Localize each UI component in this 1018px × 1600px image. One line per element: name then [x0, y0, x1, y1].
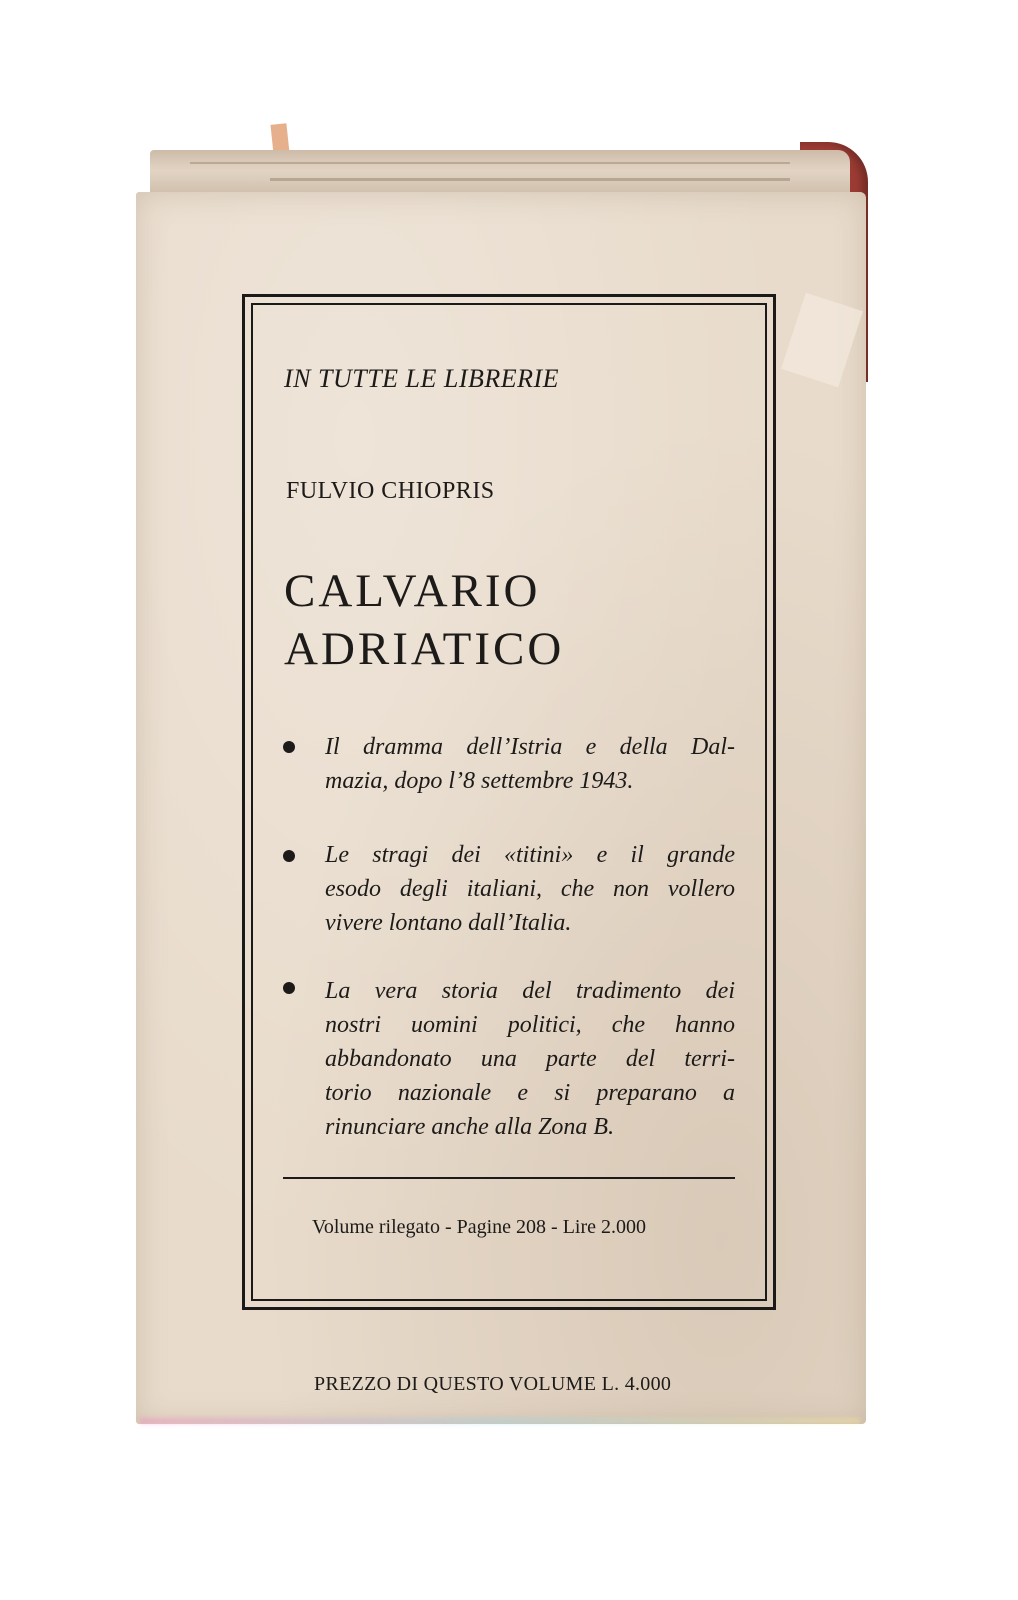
bullet-1-line-2: mazia, dopo l’8 settembre 1943. [325, 768, 634, 794]
bullet-3-line-1: La vera storia del tradimento dei [325, 978, 735, 1004]
scan-edge-artifact [140, 1418, 860, 1424]
panel-frame-inner [251, 303, 767, 1301]
bullet-2-line-1: Le stragi dei «titini» e il grande [325, 842, 735, 868]
cover-price: PREZZO DI QUESTO VOLUME L. 4.000 [314, 1373, 672, 1395]
bullet-3-line-2: nostri uomini politici, che hanno [325, 1012, 735, 1038]
book-title-line-1: CALVARIO [284, 565, 541, 617]
author-name: FULVIO CHIOPRIS [286, 478, 495, 504]
volume-info: Volume rilegato - Pagine 208 - Lire 2.000 [312, 1216, 647, 1238]
bullet-3-line-4: torio nazionale e si preparano a [325, 1080, 735, 1106]
panel-header: IN TUTTE LE LIBRERIE [284, 364, 560, 393]
bullet-2-line-2: esodo degli italiani, che non vollero [325, 876, 735, 902]
bullet-1-line-1: Il dramma dell’Istria e della Dal- [325, 734, 735, 760]
bullet-icon [283, 982, 295, 994]
bullet-2-line-3: vivere lontano dall’Italia. [325, 910, 572, 936]
divider [283, 1177, 735, 1179]
bullet-3-line-3: abbandonato una parte del terri- [325, 1046, 735, 1072]
book-title-line-2: ADRIATICO [284, 623, 565, 675]
bullet-3-line-5: rinunciare anche alla Zona B. [325, 1114, 615, 1140]
bullet-icon [283, 850, 295, 862]
bullet-icon [283, 741, 295, 753]
